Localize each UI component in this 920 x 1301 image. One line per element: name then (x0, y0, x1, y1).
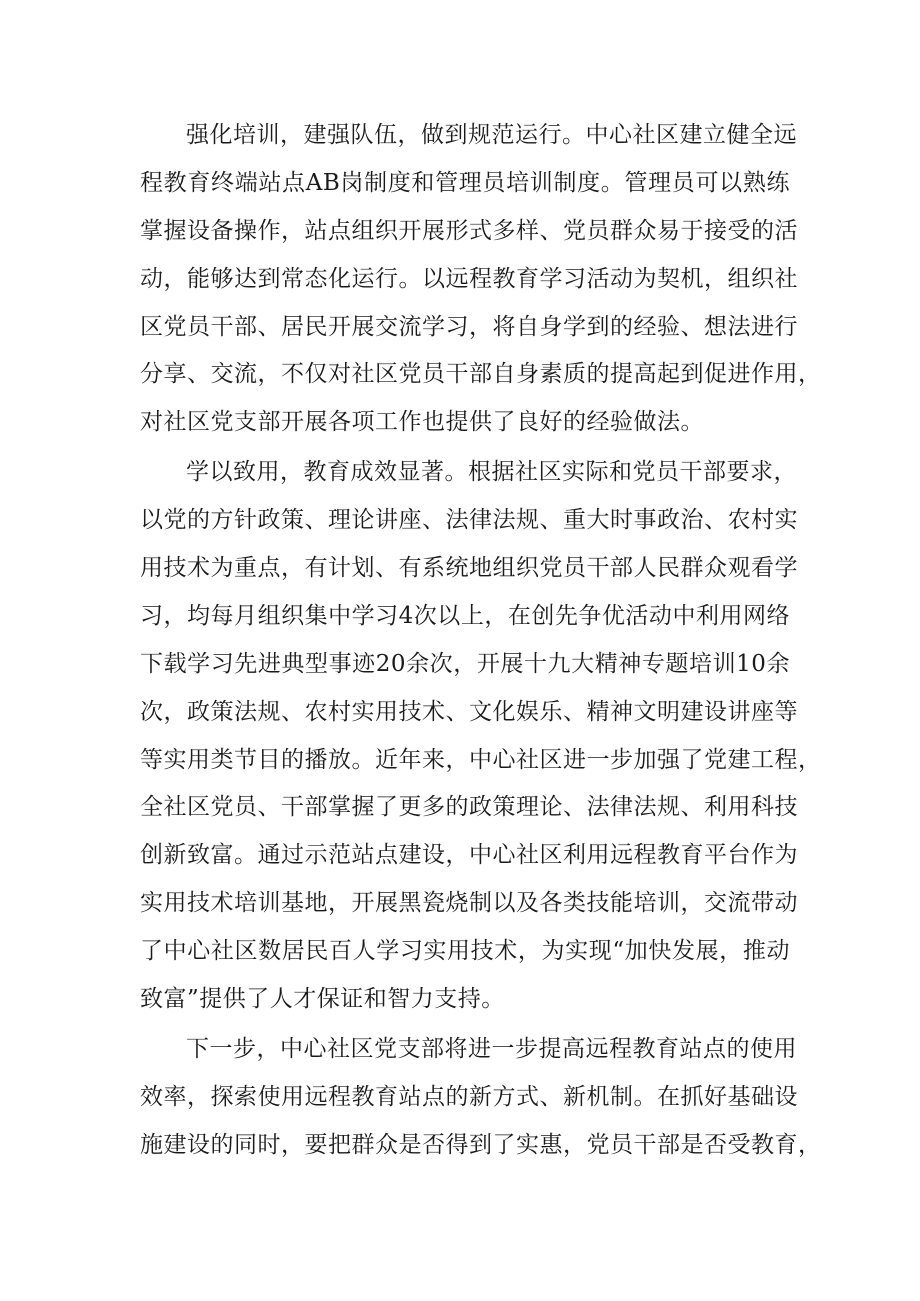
text-line: 掌握设备操作，站点组织开展形式多样、党员群众易于接受的活 (140, 217, 798, 244)
paragraph-application (140, 449, 822, 1024)
text-line: 强化培训，建强队伍，做到规范运行。中心社区建立健全远 (186, 122, 797, 148)
text-line: 下一步，中心社区党支部将进一步提高远程教育站点的使用 (186, 1035, 797, 1062)
text-line: 习，均每月组织集中学习4次以上，在创先争优活动中利用网络 (140, 602, 790, 629)
text-line: 区党员干部、居民开展交流学习，将自身学到的经验、想法进行 (140, 313, 798, 340)
text-line: 分享、交流，不仅对社区党员干部自身素质的提高起到促进作用， (140, 361, 822, 388)
text-line: 次，政策法规、农村实用技术、文化娱乐、精神文明建设讲座等 (140, 698, 798, 725)
text-line: 了中心社区数居民百人学习实用技术，为实现“加快发展，推动 (140, 938, 790, 965)
text-line: 实用技术培训基地，开展黑瓷烧制以及各类技能培训，交流带动 (140, 890, 798, 917)
text-line: 用技术为重点，有计划、有系统地组织党员干部人民群众观看学 (140, 555, 798, 582)
text-line: 效率，探索使用远程教育站点的新方式、新机制。在抓好基础设 (140, 1083, 798, 1110)
body-text (140, 112, 822, 1170)
paragraph-next-steps (140, 1026, 822, 1170)
text-line: 动，能够达到常态化运行。以远程教育学习活动为契机，组织社 (140, 265, 798, 292)
paragraph-training (140, 112, 822, 447)
text-line: 全社区党员、干部掌握了更多的政策理论、法律法规、利用科技 (140, 794, 798, 821)
text-line: 创新致富。通过示范站点建设，中心社区利用远程教育平台作为 (140, 842, 798, 869)
text-line: 对社区党支部开展各项工作也提供了良好的经验做法。 (140, 409, 704, 436)
text-line: 施建设的同时，要把群众是否得到了实惠，党员干部是否受教育， (140, 1131, 822, 1158)
text-line: 程教育终端站点AB岗制度和管理员培训制度。管理员可以熟练 (140, 169, 790, 196)
text-line: 等实用类节目的播放。近年来，中心社区进一步加强了党建工程， (140, 746, 822, 773)
text-line: 以党的方针政策、理论讲座、法律法规、重大时事政治、农村实 (140, 507, 798, 534)
text-line: 下载学习先进典型事迹20余次，开展十九大精神专题培训10余 (140, 650, 790, 677)
text-line: 学以致用，教育成效显著。根据社区实际和党员干部要求， (186, 459, 797, 486)
text-line: 致富”提供了人才保证和智力支持。 (140, 986, 505, 1013)
